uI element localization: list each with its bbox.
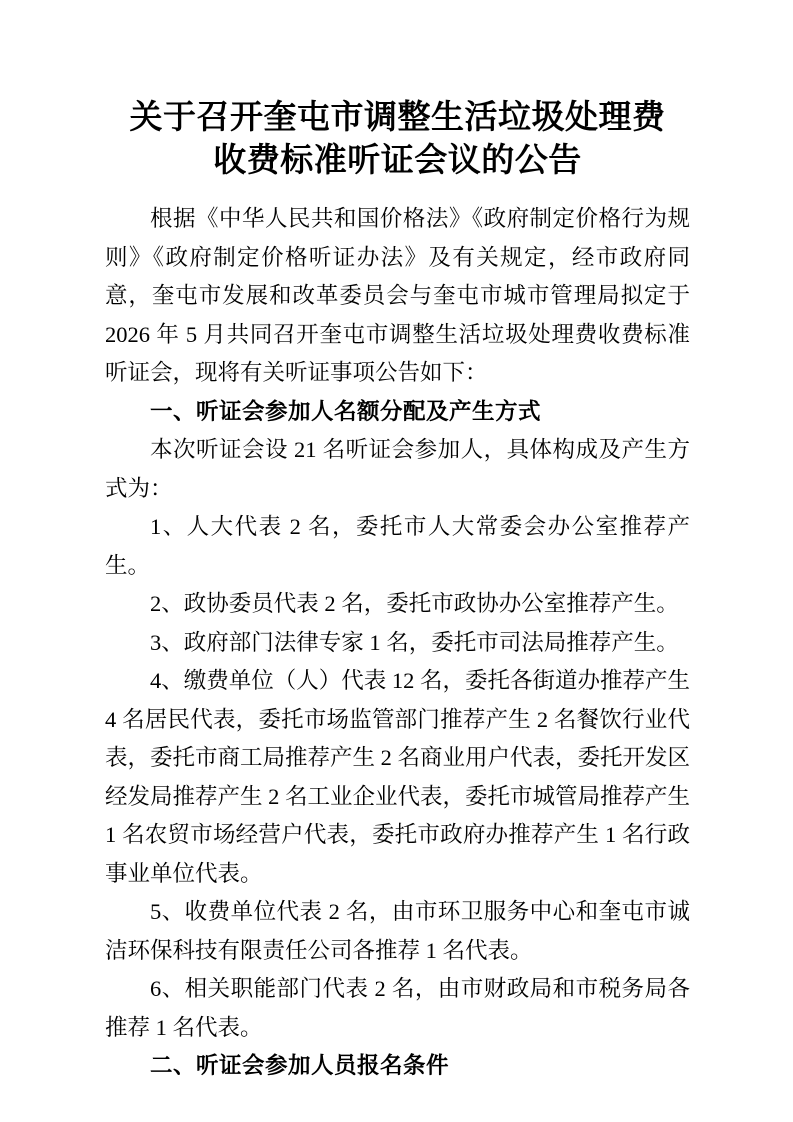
document-title	[105, 97, 690, 183]
list-item-5-fee-collecting-units: 5、收费单位代表 2 名，由市环卫服务中心和奎屯市诚洁环保科技有限责任公司各推荐 1 名代表。	[105, 899, 690, 963]
list-item-1-peoples-congress: 1、人大代表 2 名，委托市人大常委会办公室推荐产生。	[105, 514, 690, 578]
section-heading-1: 一、听证会参加人名额分配及产生方式	[150, 398, 542, 424]
document-title-line-2: 收费标准听证会议的公告	[213, 143, 582, 179]
document-title-line-1: 关于召开奎屯市调整生活垃圾处理费	[129, 100, 666, 136]
list-item-3-legal-expert: 3、政府部门法律专家 1 名，委托市司法局推荐产生。	[150, 629, 679, 655]
list-item-4-payer-representatives: 4、缴费单位（人）代表 12 名，委托各街道办推荐产生 4 名居民代表，委托市场监管部门推荐产生 2 名餐饮行业代表，委托市商工局推荐产生 2 名商业用户代表，委托开发区经发局推荐产生 2 名工业企业代表，委托市城管局推荐产生 1 名农贸市场经营户代表，委托市政府办推荐产生 1 名行政事业单位代表。	[105, 668, 691, 886]
paragraph-participant-overview: 本次听证会设 21 名听证会参加人，具体构成及产生方式为：	[105, 437, 690, 501]
list-item-2-cppcc: 2、政协委员代表 2 名，委托市政协办公室推荐产生。	[150, 591, 679, 616]
section-heading-2: 二、听证会参加人员报名条件	[150, 1053, 450, 1078]
paragraph-intro: 根据《中华人民共和国价格法》《政府制定价格行为规则》《政府制定价格听证办法》及有关规定，经市政府同意，奎屯市发展和改革委员会与奎屯市城市管理局拟定于 2026 年 5 月共同召开奎屯市调整生活垃圾处理费收费标准听证会，现将有关听证事项公告如下：	[105, 206, 690, 385]
list-item-6-functional-departments: 6、相关职能部门代表 2 名，由市财政局和市税务局各推荐 1 名代表。	[105, 976, 690, 1040]
